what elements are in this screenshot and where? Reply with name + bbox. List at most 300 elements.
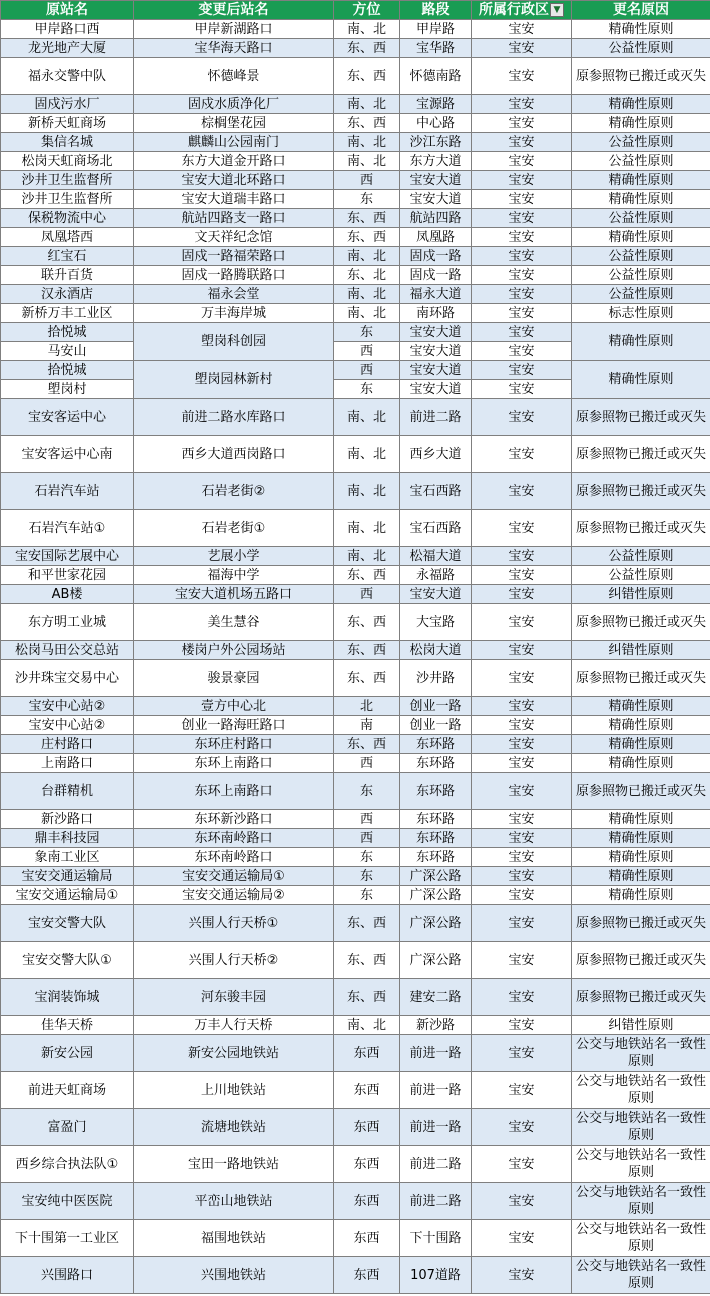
header-road[interactable]: 路段 <box>400 1 472 20</box>
original-name-cell: 拾悦城 <box>1 323 134 342</box>
road-cell: 宝石西路 <box>400 473 472 510</box>
table-row <box>1 735 710 754</box>
original-name-cell: 沙井珠宝交易中心 <box>1 660 134 697</box>
table-row <box>1 323 710 342</box>
reason-cell: 精确性原则 <box>572 848 710 867</box>
road-cell: 东环路 <box>400 848 472 867</box>
original-name-cell: 沙井卫生监督所 <box>1 171 134 190</box>
direction-cell: 东 <box>334 848 400 867</box>
original-name-cell: 兴围路口 <box>1 1257 134 1294</box>
road-cell: 广深公路 <box>400 886 472 905</box>
road-cell: 东环路 <box>400 829 472 848</box>
reason-cell: 精确性原则 <box>572 886 710 905</box>
district-cell: 宝安 <box>472 361 572 380</box>
reason-cell: 精确性原则 <box>572 716 710 735</box>
road-cell: 松岗大道 <box>400 641 472 660</box>
district-cell: 宝安 <box>472 716 572 735</box>
district-cell: 宝安 <box>472 566 572 585</box>
reason-cell: 精确性原则 <box>572 323 710 361</box>
direction-cell: 东、西 <box>334 604 400 641</box>
table-row <box>1 114 710 133</box>
new-name-cell: 固戍一路福荣路口 <box>134 247 334 266</box>
district-cell: 宝安 <box>472 20 572 39</box>
direction-cell: 东 <box>334 190 400 209</box>
reason-cell: 精确性原则 <box>572 829 710 848</box>
reason-cell: 公交与地铁站名一致性原则 <box>572 1146 710 1183</box>
reason-cell: 公交与地铁站名一致性原则 <box>572 1220 710 1257</box>
reason-cell: 原参照物已搬迁或灭失 <box>572 905 710 942</box>
district-cell: 宝安 <box>472 209 572 228</box>
new-name-cell: 宝安大道瑞丰路口 <box>134 190 334 209</box>
reason-cell: 精确性原则 <box>572 114 710 133</box>
road-cell: 东方大道 <box>400 152 472 171</box>
district-cell: 宝安 <box>472 1072 572 1109</box>
district-cell: 宝安 <box>472 304 572 323</box>
table-row <box>1 228 710 247</box>
road-cell: 前进一路 <box>400 1109 472 1146</box>
reason-cell: 公益性原则 <box>572 285 710 304</box>
reason-cell: 公益性原则 <box>572 133 710 152</box>
original-name-cell: 福永交警中队 <box>1 58 134 95</box>
original-name-cell: 新沙路口 <box>1 810 134 829</box>
table-row <box>1 209 710 228</box>
new-name-cell: 麒麟山公园南门 <box>134 133 334 152</box>
new-name-cell: 宝田一路地铁站 <box>134 1146 334 1183</box>
road-cell: 西乡大道 <box>400 436 472 473</box>
direction-cell: 东西 <box>334 1183 400 1220</box>
reason-cell: 精确性原则 <box>572 697 710 716</box>
table-row <box>1 20 710 39</box>
direction-cell: 南、北 <box>334 95 400 114</box>
original-name-cell: 联升百货 <box>1 266 134 285</box>
district-cell: 宝安 <box>472 1146 572 1183</box>
district-cell: 宝安 <box>472 95 572 114</box>
road-cell: 广深公路 <box>400 867 472 886</box>
new-name-cell: 怀德峰景 <box>134 58 334 95</box>
new-name-cell: 塱岗科创园 <box>134 323 334 361</box>
new-name-cell: 东环南岭路口 <box>134 848 334 867</box>
table-row <box>1 942 710 979</box>
district-cell: 宝安 <box>472 886 572 905</box>
header-original-name[interactable]: 原站名 <box>1 1 134 20</box>
road-cell: 大宝路 <box>400 604 472 641</box>
district-cell: 宝安 <box>472 190 572 209</box>
original-name-cell: AB楼 <box>1 585 134 604</box>
new-name-cell: 兴围地铁站 <box>134 1257 334 1294</box>
district-cell: 宝安 <box>472 399 572 436</box>
direction-cell: 东、西 <box>334 979 400 1016</box>
original-name-cell: 宝安中心站② <box>1 716 134 735</box>
direction-cell: 南、北 <box>334 510 400 547</box>
table-row <box>1 547 710 566</box>
direction-cell: 西 <box>334 171 400 190</box>
district-cell: 宝安 <box>472 867 572 886</box>
table-row <box>1 867 710 886</box>
original-name-cell: 松岗天虹商场北 <box>1 152 134 171</box>
original-name-cell: 东方明工业城 <box>1 604 134 641</box>
road-cell: 东环路 <box>400 754 472 773</box>
new-name-cell: 塱岗园林新村 <box>134 361 334 399</box>
table-row <box>1 716 710 735</box>
table-row <box>1 152 710 171</box>
reason-cell: 精确性原则 <box>572 190 710 209</box>
table-row <box>1 58 710 95</box>
original-name-cell: 鼎丰科技园 <box>1 829 134 848</box>
reason-cell: 纠错性原则 <box>572 641 710 660</box>
reason-cell: 精确性原则 <box>572 810 710 829</box>
road-cell: 宝石西路 <box>400 510 472 547</box>
reason-cell: 精确性原则 <box>572 95 710 114</box>
table-row <box>1 810 710 829</box>
reason-cell: 公交与地铁站名一致性原则 <box>572 1183 710 1220</box>
road-cell: 创业一路 <box>400 697 472 716</box>
table-row <box>1 95 710 114</box>
table-row <box>1 585 710 604</box>
direction-cell: 西 <box>334 754 400 773</box>
direction-cell: 东西 <box>334 1257 400 1294</box>
reason-cell: 公益性原则 <box>572 566 710 585</box>
new-name-cell: 固戍一路腾联路口 <box>134 266 334 285</box>
road-cell: 建安二路 <box>400 979 472 1016</box>
original-name-cell: 宝安交通运输局① <box>1 886 134 905</box>
district-cell: 宝安 <box>472 773 572 810</box>
table-row <box>1 39 710 58</box>
road-cell: 东环路 <box>400 735 472 754</box>
header-reason[interactable]: 更名原因 <box>572 1 710 20</box>
reason-cell: 公交与地铁站名一致性原则 <box>572 1072 710 1109</box>
table-row <box>1 979 710 1016</box>
table-row <box>1 247 710 266</box>
direction-cell: 东、西 <box>334 39 400 58</box>
district-cell: 宝安 <box>472 228 572 247</box>
direction-cell: 南、北 <box>334 304 400 323</box>
reason-cell: 公益性原则 <box>572 39 710 58</box>
original-name-cell: 塱岗村 <box>1 380 134 399</box>
direction-cell: 南、北 <box>334 133 400 152</box>
district-cell: 宝安 <box>472 285 572 304</box>
table-row <box>1 754 710 773</box>
original-name-cell: 富盈门 <box>1 1109 134 1146</box>
direction-cell: 西 <box>334 361 400 380</box>
new-name-cell: 宝安交通运输局① <box>134 867 334 886</box>
table-row <box>1 436 710 473</box>
road-cell: 新沙路 <box>400 1016 472 1035</box>
table-row <box>1 1072 710 1109</box>
header-direction[interactable]: 方位 <box>334 1 400 20</box>
table-row <box>1 361 710 380</box>
original-name-cell: 宝安国际艺展中心 <box>1 547 134 566</box>
direction-cell: 南、北 <box>334 436 400 473</box>
filter-dropdown-icon[interactable]: ▼ <box>550 3 564 17</box>
new-name-cell: 东环上南路口 <box>134 773 334 810</box>
original-name-cell: 宝安客运中心南 <box>1 436 134 473</box>
direction-cell: 东、西 <box>334 114 400 133</box>
table-row <box>1 1183 710 1220</box>
road-cell: 广深公路 <box>400 905 472 942</box>
table-row <box>1 1220 710 1257</box>
road-cell: 凤凰路 <box>400 228 472 247</box>
original-name-cell: 石岩汽车站① <box>1 510 134 547</box>
new-name-cell: 固戍水质净化厂 <box>134 95 334 114</box>
district-cell: 宝安 <box>472 754 572 773</box>
reason-cell: 原参照物已搬迁或灭失 <box>572 58 710 95</box>
direction-cell: 东西 <box>334 1072 400 1109</box>
new-name-cell: 东环上南路口 <box>134 754 334 773</box>
new-name-cell: 壹方中心北 <box>134 697 334 716</box>
new-name-cell: 甲岸新湖路口 <box>134 20 334 39</box>
table-row <box>1 190 710 209</box>
district-cell: 宝安 <box>472 829 572 848</box>
table-row <box>1 604 710 641</box>
original-name-cell: 汉永酒店 <box>1 285 134 304</box>
district-cell: 宝安 <box>472 342 572 361</box>
reason-cell: 公益性原则 <box>572 152 710 171</box>
road-cell: 创业一路 <box>400 716 472 735</box>
district-cell: 宝安 <box>472 323 572 342</box>
direction-cell: 东、西 <box>334 942 400 979</box>
original-name-cell: 甲岸路口西 <box>1 20 134 39</box>
direction-cell: 南、北 <box>334 473 400 510</box>
district-cell: 宝安 <box>472 133 572 152</box>
original-name-cell: 台群精机 <box>1 773 134 810</box>
new-name-cell: 艺展小学 <box>134 547 334 566</box>
direction-cell: 西 <box>334 810 400 829</box>
original-name-cell: 马安山 <box>1 342 134 361</box>
road-cell: 107道路 <box>400 1257 472 1294</box>
header-district[interactable]: 所属行政区 ▼ <box>472 1 572 20</box>
reason-cell: 公益性原则 <box>572 247 710 266</box>
district-cell: 宝安 <box>472 1016 572 1035</box>
direction-cell: 南、北 <box>334 285 400 304</box>
road-cell: 松福大道 <box>400 547 472 566</box>
table-row <box>1 304 710 323</box>
new-name-cell: 万丰海岸城 <box>134 304 334 323</box>
new-name-cell: 平峦山地铁站 <box>134 1183 334 1220</box>
reason-cell: 原参照物已搬迁或灭失 <box>572 660 710 697</box>
district-cell: 宝安 <box>472 810 572 829</box>
direction-cell: 南、北 <box>334 247 400 266</box>
road-cell: 固戍一路 <box>400 266 472 285</box>
reason-cell: 公益性原则 <box>572 266 710 285</box>
table-row <box>1 886 710 905</box>
new-name-cell: 棕榈堡花园 <box>134 114 334 133</box>
district-cell: 宝安 <box>472 39 572 58</box>
road-cell: 前进二路 <box>400 399 472 436</box>
district-cell: 宝安 <box>472 848 572 867</box>
direction-cell: 东、西 <box>334 566 400 585</box>
new-name-cell: 福海中学 <box>134 566 334 585</box>
table-row <box>1 285 710 304</box>
reason-cell: 原参照物已搬迁或灭失 <box>572 510 710 547</box>
new-name-cell: 楼岗户外公园场站 <box>134 641 334 660</box>
new-name-cell: 东环庄村路口 <box>134 735 334 754</box>
original-name-cell: 保税物流中心 <box>1 209 134 228</box>
direction-cell: 东 <box>334 867 400 886</box>
table-row <box>1 171 710 190</box>
table-row <box>1 1146 710 1183</box>
direction-cell: 东西 <box>334 1220 400 1257</box>
reason-cell: 精确性原则 <box>572 867 710 886</box>
new-name-cell: 福永会堂 <box>134 285 334 304</box>
new-name-cell: 美生慧谷 <box>134 604 334 641</box>
road-cell: 宝安大道 <box>400 342 472 361</box>
road-cell: 前进二路 <box>400 1146 472 1183</box>
original-name-cell: 红宝石 <box>1 247 134 266</box>
table-row <box>1 773 710 810</box>
table-row <box>1 848 710 867</box>
road-cell: 永福路 <box>400 566 472 585</box>
new-name-cell: 石岩老街① <box>134 510 334 547</box>
original-name-cell: 前进天虹商场 <box>1 1072 134 1109</box>
original-name-cell: 宝安纯中医医院 <box>1 1183 134 1220</box>
original-name-cell: 佳华天桥 <box>1 1016 134 1035</box>
district-cell: 宝安 <box>472 58 572 95</box>
new-name-cell: 兴围人行天桥② <box>134 942 334 979</box>
reason-cell: 精确性原则 <box>572 171 710 190</box>
direction-cell: 东 <box>334 773 400 810</box>
district-cell: 宝安 <box>472 380 572 399</box>
table-row <box>1 905 710 942</box>
reason-cell: 原参照物已搬迁或灭失 <box>572 604 710 641</box>
original-name-cell: 和平世家花园 <box>1 566 134 585</box>
direction-cell: 东 <box>334 380 400 399</box>
new-name-cell: 东方大道金开路口 <box>134 152 334 171</box>
new-name-cell: 文天祥纪念馆 <box>134 228 334 247</box>
road-cell: 宝安大道 <box>400 190 472 209</box>
road-cell: 宝华路 <box>400 39 472 58</box>
direction-cell: 南、北 <box>334 399 400 436</box>
direction-cell: 东西 <box>334 1109 400 1146</box>
direction-cell: 东、西 <box>334 735 400 754</box>
direction-cell: 东、西 <box>334 209 400 228</box>
road-cell: 沙井路 <box>400 660 472 697</box>
table-row <box>1 697 710 716</box>
direction-cell: 西 <box>334 829 400 848</box>
reason-cell: 公益性原则 <box>572 547 710 566</box>
new-name-cell: 新安公园地铁站 <box>134 1035 334 1072</box>
table-row <box>1 510 710 547</box>
road-cell: 甲岸路 <box>400 20 472 39</box>
new-name-cell: 宝安大道北环路口 <box>134 171 334 190</box>
table-row <box>1 266 710 285</box>
table-row <box>1 133 710 152</box>
road-cell: 前进一路 <box>400 1072 472 1109</box>
road-cell: 沙江东路 <box>400 133 472 152</box>
district-cell: 宝安 <box>472 1035 572 1072</box>
table-row <box>1 660 710 697</box>
new-name-cell: 东环南岭路口 <box>134 829 334 848</box>
direction-cell: 西 <box>334 342 400 361</box>
new-name-cell: 流塘地铁站 <box>134 1109 334 1146</box>
road-cell: 宝源路 <box>400 95 472 114</box>
reason-cell: 精确性原则 <box>572 228 710 247</box>
header-new-name[interactable]: 变更后站名 <box>134 1 334 20</box>
table-row <box>1 473 710 510</box>
district-cell: 宝安 <box>472 266 572 285</box>
district-cell: 宝安 <box>472 114 572 133</box>
reason-cell: 原参照物已搬迁或灭失 <box>572 436 710 473</box>
road-cell: 怀德南路 <box>400 58 472 95</box>
new-name-cell: 宝华海天路口 <box>134 39 334 58</box>
original-name-cell: 拾悦城 <box>1 361 134 380</box>
new-name-cell: 宝安交通运输局② <box>134 886 334 905</box>
road-cell: 广深公路 <box>400 942 472 979</box>
reason-cell: 原参照物已搬迁或灭失 <box>572 473 710 510</box>
new-name-cell: 福围地铁站 <box>134 1220 334 1257</box>
original-name-cell: 沙井卫生监督所 <box>1 190 134 209</box>
original-name-cell: 新桥天虹商场 <box>1 114 134 133</box>
direction-cell: 南、北 <box>334 152 400 171</box>
district-cell: 宝安 <box>472 1220 572 1257</box>
reason-cell: 精确性原则 <box>572 361 710 399</box>
original-name-cell: 庄村路口 <box>1 735 134 754</box>
original-name-cell: 龙光地产大厦 <box>1 39 134 58</box>
district-cell: 宝安 <box>472 585 572 604</box>
direction-cell: 南、北 <box>334 547 400 566</box>
district-cell: 宝安 <box>472 171 572 190</box>
direction-cell: 东、北 <box>334 266 400 285</box>
direction-cell: 东、西 <box>334 641 400 660</box>
new-name-cell: 河东骏丰园 <box>134 979 334 1016</box>
direction-cell: 东、西 <box>334 228 400 247</box>
original-name-cell: 宝安交通运输局 <box>1 867 134 886</box>
district-cell: 宝安 <box>472 641 572 660</box>
district-cell: 宝安 <box>472 1257 572 1294</box>
reason-cell: 标志性原则 <box>572 304 710 323</box>
reason-cell: 公交与地铁站名一致性原则 <box>572 1035 710 1072</box>
original-name-cell: 宝安中心站② <box>1 697 134 716</box>
original-name-cell: 西乡综合执法队① <box>1 1146 134 1183</box>
reason-cell: 精确性原则 <box>572 735 710 754</box>
district-cell: 宝安 <box>472 510 572 547</box>
road-cell: 宝安大道 <box>400 380 472 399</box>
new-name-cell: 东环新沙路口 <box>134 810 334 829</box>
road-cell: 固戍一路 <box>400 247 472 266</box>
direction-cell: 东 <box>334 886 400 905</box>
district-cell: 宝安 <box>472 979 572 1016</box>
road-cell: 宝安大道 <box>400 585 472 604</box>
direction-cell: 东、西 <box>334 905 400 942</box>
direction-cell: 南、北 <box>334 1016 400 1035</box>
district-cell: 宝安 <box>472 247 572 266</box>
original-name-cell: 凤凰塔西 <box>1 228 134 247</box>
original-name-cell: 新安公园 <box>1 1035 134 1072</box>
original-name-cell: 新桥万丰工业区 <box>1 304 134 323</box>
direction-cell: 西 <box>334 585 400 604</box>
original-name-cell: 石岩汽车站 <box>1 473 134 510</box>
original-name-cell: 下十围第一工业区 <box>1 1220 134 1257</box>
table-row <box>1 1016 710 1035</box>
direction-cell: 南、北 <box>334 20 400 39</box>
direction-cell: 东西 <box>334 1035 400 1072</box>
district-cell: 宝安 <box>472 697 572 716</box>
district-cell: 宝安 <box>472 1109 572 1146</box>
original-name-cell: 固戍污水厂 <box>1 95 134 114</box>
header-row <box>1 1 710 20</box>
road-cell: 东环路 <box>400 773 472 810</box>
original-name-cell: 宝安交警大队① <box>1 942 134 979</box>
reason-cell: 纠错性原则 <box>572 585 710 604</box>
road-cell: 宝安大道 <box>400 361 472 380</box>
new-name-cell: 骏景豪园 <box>134 660 334 697</box>
road-cell: 前进一路 <box>400 1035 472 1072</box>
direction-cell: 东、西 <box>334 660 400 697</box>
reason-cell: 原参照物已搬迁或灭失 <box>572 773 710 810</box>
road-cell: 前进二路 <box>400 1183 472 1220</box>
original-name-cell: 宝安交警大队 <box>1 905 134 942</box>
new-name-cell: 西乡大道西岗路口 <box>134 436 334 473</box>
reason-cell: 公交与地铁站名一致性原则 <box>572 1257 710 1294</box>
